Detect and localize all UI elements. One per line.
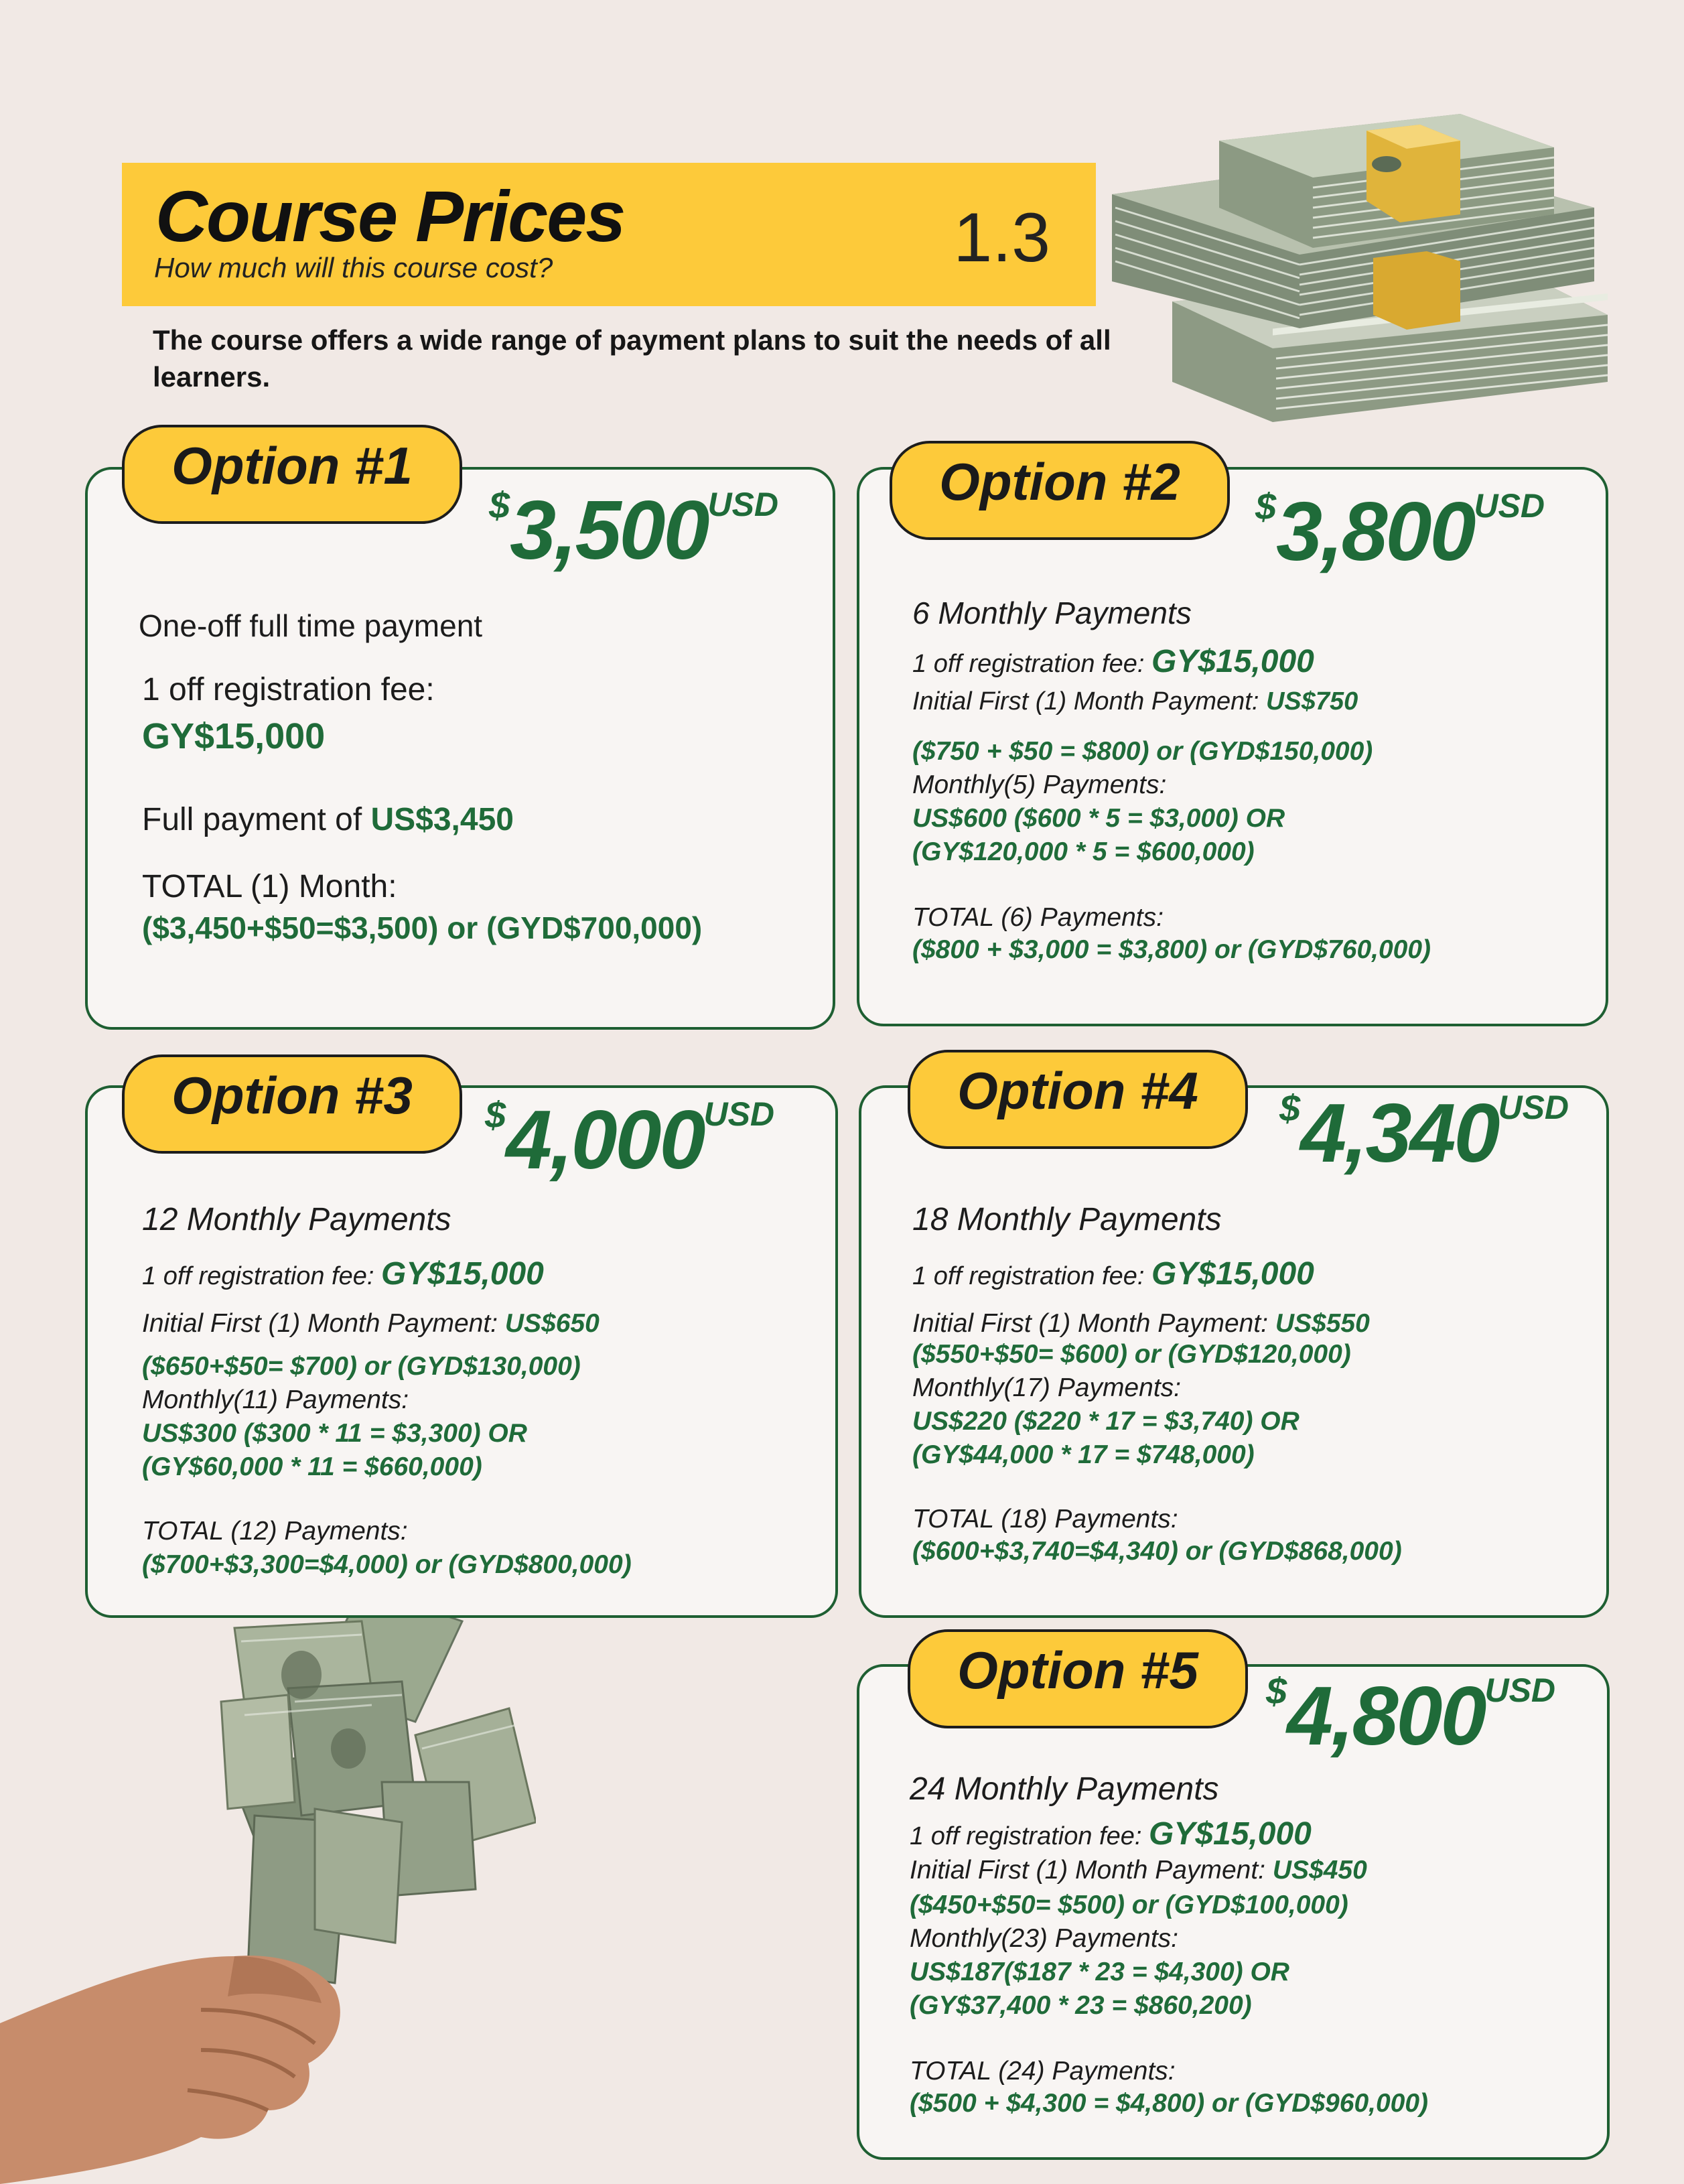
- option-1-reg-label: 1 off registration fee:: [142, 672, 435, 707]
- option-3-heading: 12 Monthly Payments: [142, 1202, 451, 1237]
- reg-value: GY$15,000: [1151, 644, 1314, 679]
- option-5-monthly-calc-1: US$187($187 * 23 = $4,300) OR: [910, 1958, 1289, 1986]
- option-4-monthly-calc-2: (GY$44,000 * 17 = $748,000): [912, 1440, 1255, 1469]
- reg-value: GY$15,000: [1148, 1816, 1312, 1852]
- currency-unit: USD: [1498, 1089, 1569, 1126]
- option-4-total-calc: ($600+$3,740=$4,340) or (GYD$868,000): [912, 1537, 1402, 1566]
- option-1-total-label: TOTAL (1) Month:: [142, 869, 397, 904]
- option-2-price: [1255, 485, 1545, 578]
- option-1-payment-type: One-off full time payment: [139, 608, 483, 643]
- currency-symbol: $: [1279, 1087, 1301, 1129]
- option-2-initial-calc: ($750 + $50 = $800) or (GYD$150,000): [912, 737, 1373, 766]
- option-1-reg-value: GY$15,000: [142, 716, 326, 756]
- currency-symbol: $: [1266, 1669, 1287, 1712]
- initial-value: US$750: [1265, 687, 1358, 715]
- option-2-monthly-label: Monthly(5) Payments:: [912, 770, 1167, 799]
- section-number: 1.3: [953, 199, 1050, 277]
- option-5-label: Option #5: [908, 1629, 1248, 1728]
- option-4-registration: [912, 1255, 1314, 1292]
- option-4-monthly-calc-1: US$220 ($220 * 17 = $3,740) OR: [912, 1407, 1300, 1436]
- header-banner: [122, 163, 1096, 306]
- price-amount: 4,340: [1300, 1087, 1498, 1180]
- option-2-label: Option #2: [890, 441, 1230, 540]
- option-4-initial-calc: ($550+$50= $600) or (GYD$120,000): [912, 1340, 1351, 1369]
- option-3-total-calc: ($700+$3,300=$4,000) or (GYD$800,000): [142, 1550, 632, 1579]
- full-payment-label: Full payment of: [142, 802, 371, 837]
- option-5-monthly-calc-2: (GY$37,400 * 23 = $860,200): [910, 1991, 1252, 2020]
- option-4-total-label: TOTAL (18) Payments:: [912, 1505, 1178, 1533]
- reg-label: 1 off registration fee:: [910, 1822, 1149, 1850]
- option-2-initial: [912, 687, 1358, 716]
- option-2-heading: 6 Monthly Payments: [912, 596, 1192, 630]
- option-2-registration: [912, 643, 1314, 680]
- option-4-initial: [912, 1309, 1370, 1339]
- price-amount: 4,800: [1287, 1670, 1485, 1763]
- currency-symbol: $: [485, 1093, 506, 1136]
- option-2-total-label: TOTAL (6) Payments:: [912, 903, 1164, 932]
- option-3-initial: [142, 1309, 600, 1339]
- option-5-registration: [910, 1816, 1312, 1852]
- money-stack-icon: [1085, 100, 1634, 422]
- option-5-total-label: TOTAL (24) Payments:: [910, 2057, 1176, 2086]
- reg-value: GY$15,000: [1151, 1256, 1314, 1292]
- currency-symbol: $: [1255, 485, 1277, 527]
- reg-label: 1 off registration fee:: [912, 650, 1151, 678]
- initial-value: US$650: [504, 1309, 600, 1338]
- initial-label: Initial First (1) Month Payment:: [910, 1856, 1273, 1885]
- option-4-monthly-label: Monthly(17) Payments:: [912, 1373, 1181, 1402]
- option-2-monthly-calc-1: US$600 ($600 * 5 = $3,000) OR: [912, 804, 1285, 833]
- currency-unit: USD: [1474, 487, 1545, 525]
- currency-symbol: $: [489, 484, 510, 526]
- currency-unit: USD: [703, 1095, 775, 1133]
- initial-label: Initial First (1) Month Payment:: [912, 1309, 1275, 1338]
- price-amount: 3,500: [510, 484, 708, 577]
- reg-value: GY$15,000: [380, 1256, 544, 1292]
- option-1-full-payment: [142, 801, 514, 838]
- option-3-label: Option #3: [122, 1054, 462, 1154]
- option-3-monthly-calc-2: (GY$60,000 * 11 = $660,000): [142, 1452, 482, 1481]
- initial-label: Initial First (1) Month Payment:: [912, 687, 1266, 715]
- option-5-total-calc: ($500 + $4,300 = $4,800) or (GYD$960,000): [910, 2089, 1429, 2118]
- option-5-heading: 24 Monthly Payments: [910, 1771, 1219, 1807]
- option-3-initial-calc: ($650+$50= $700) or (GYD$130,000): [142, 1352, 581, 1381]
- option-5-price: [1266, 1669, 1556, 1763]
- option-2-monthly-calc-2: (GY$120,000 * 5 = $600,000): [912, 837, 1255, 866]
- initial-value: US$550: [1275, 1309, 1370, 1338]
- full-payment-value: US$3,450: [370, 802, 514, 837]
- option-3-price: [485, 1093, 775, 1186]
- option-5-monthly-label: Monthly(23) Payments:: [910, 1924, 1178, 1953]
- reg-label: 1 off registration fee:: [912, 1262, 1151, 1290]
- initial-label: Initial First (1) Month Payment:: [142, 1309, 505, 1338]
- option-5-initial: [910, 1856, 1367, 1885]
- option-5-initial-calc: ($450+$50= $500) or (GYD$100,000): [910, 1891, 1348, 1919]
- currency-unit: USD: [707, 486, 779, 523]
- option-2-total-calc: ($800 + $3,000 = $3,800) or (GYD$760,000): [912, 935, 1431, 964]
- currency-unit: USD: [1484, 1671, 1556, 1709]
- option-3-monthly-calc-1: US$300 ($300 * 11 = $3,300) OR: [142, 1419, 527, 1448]
- option-1-price: [489, 484, 779, 577]
- option-3-total-label: TOTAL (12) Payments:: [142, 1517, 408, 1546]
- option-3-monthly-label: Monthly(11) Payments:: [142, 1385, 409, 1414]
- page-subtitle: How much will this course cost?: [154, 252, 553, 283]
- option-4-label: Option #4: [908, 1050, 1248, 1149]
- hand-holding-cash-icon: [0, 1581, 536, 2184]
- page-title: Course Prices: [155, 176, 625, 257]
- intro-text: The course offers a wide range of payment plans to suit the needs of all learners.: [153, 324, 1111, 393]
- option-3-registration: [142, 1255, 544, 1292]
- option-4-heading: 18 Monthly Payments: [912, 1202, 1222, 1237]
- initial-value: US$450: [1272, 1856, 1367, 1885]
- option-4-price: [1279, 1087, 1569, 1180]
- reg-label: 1 off registration fee:: [142, 1262, 381, 1290]
- option-1-label: Option #1: [122, 425, 462, 524]
- price-amount: 4,000: [506, 1094, 704, 1186]
- option-1-total-calc: ($3,450+$50=$3,500) or (GYD$700,000): [142, 910, 703, 945]
- price-amount: 3,800: [1276, 486, 1474, 578]
